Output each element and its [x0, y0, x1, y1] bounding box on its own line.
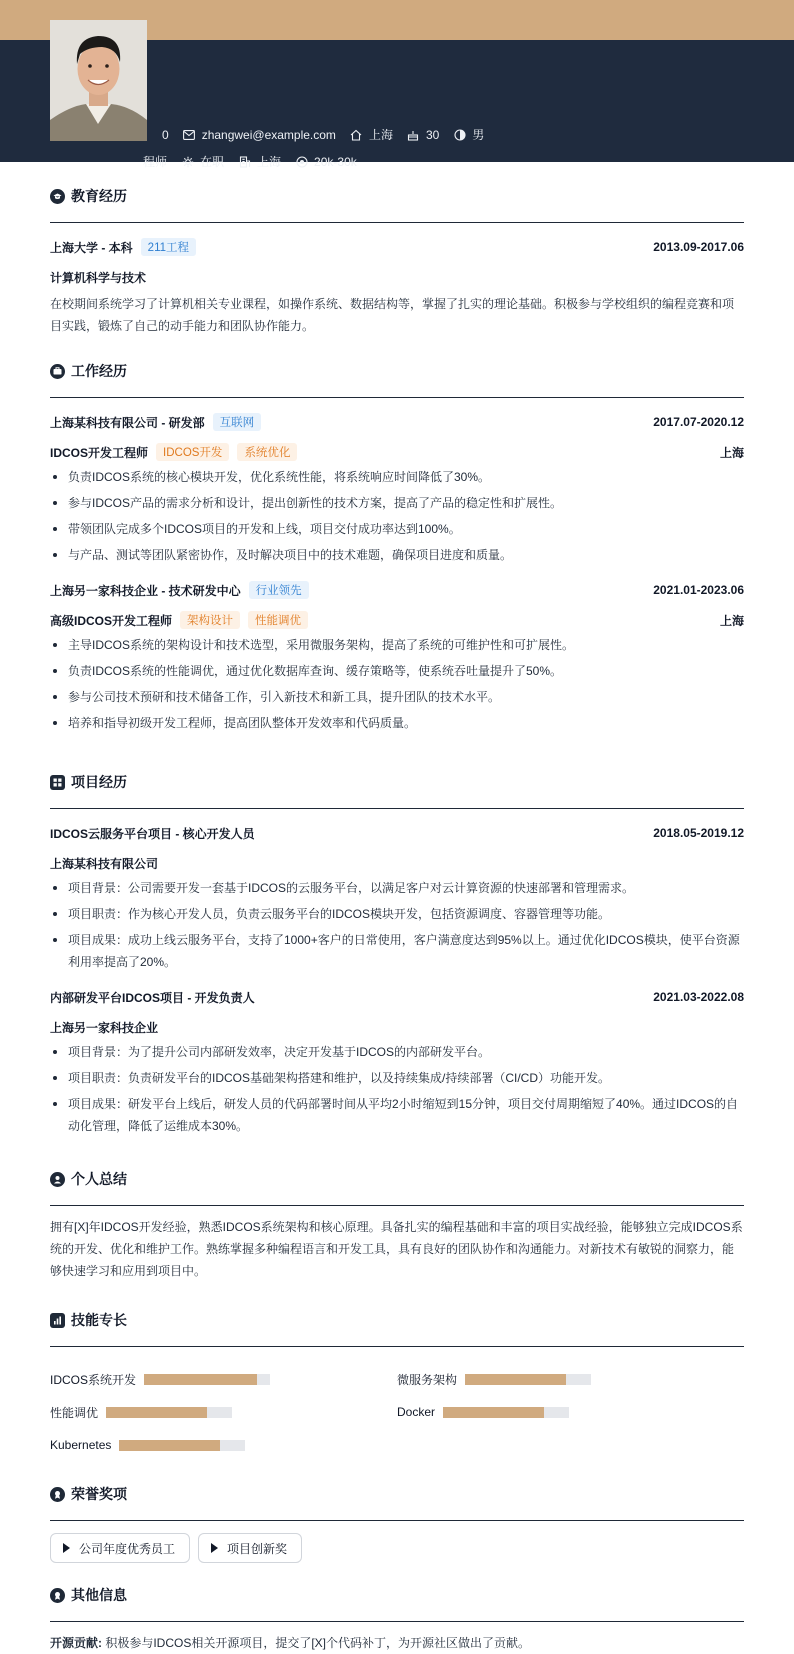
work-entry-head: [50, 580, 744, 600]
bullet-item: 项目背景：为了提升公司内部研发效率，决定开发基于IDCOS的内部研发平台。: [50, 1041, 744, 1063]
briefcase-icon: [50, 364, 65, 379]
company-tag: 行业领先: [249, 581, 309, 599]
gender-text: 男: [472, 128, 485, 142]
role-tag: 架构设计: [180, 611, 240, 629]
education-heading: 教育经历: [71, 188, 127, 204]
other-section-title: [50, 1561, 744, 1622]
company-tag: 互联网: [213, 413, 262, 431]
projects-section-title: [50, 748, 744, 809]
skill-name: Docker: [397, 1405, 436, 1419]
work-location: 上海: [719, 445, 744, 460]
education-section-title: [50, 162, 744, 223]
cake-icon: [407, 128, 420, 141]
work-bullets: [50, 634, 744, 734]
skill-bar-fill: [106, 1407, 207, 1418]
skill-bar-fill: [443, 1407, 544, 1418]
education-description: 在校期间系统学习了计算机相关专业课程，如操作系统、数据结构等，掌握了扎实的理论基础。积极参与学校组织的编程竞赛和项目实践，锻炼了自己的动手能力和团队协作能力。: [50, 297, 735, 333]
role-group: [50, 443, 297, 461]
project-entry-head: [50, 823, 744, 843]
skills-heading: 技能专长: [71, 1312, 127, 1328]
email-text: zhangwei@example.com: [201, 127, 336, 142]
project-company: 上海另一家科技企业: [50, 1020, 159, 1035]
bullet-item: 项目成果：研发平台上线后，研发人员的代码部署时间从平均2小时缩短到15分钟，项目交付周期缩短了40%。通过IDCOS的自动化管理，降低了运维成本30%。: [50, 1093, 744, 1137]
bullet-item: 项目成果：成功上线云服务平台，支持了1000+客户的日常使用，客户满意度达到95%以上。通过优化IDCOS模块，使平台资源利用率提高了20%。: [50, 929, 744, 973]
skill-name: IDCOS系统开发: [50, 1372, 137, 1387]
bullet-item: 带领团队完成多个IDCOS项目的开发和上线，项目交付成功率达到100%。: [50, 518, 744, 540]
work-company-group: [50, 581, 309, 599]
skill-bar: [465, 1374, 591, 1385]
award-label: 公司年度优秀员工: [79, 1541, 176, 1556]
project-bullets: [50, 1041, 744, 1137]
position-text: 程师: [143, 155, 168, 169]
city-item: [350, 126, 393, 143]
summary-heading: 个人总结: [71, 1171, 127, 1187]
project-company: 上海某科技有限公司: [50, 856, 159, 871]
skill-bar: [144, 1374, 270, 1385]
summary-text: 拥有[X]年IDCOS开发经验，熟悉IDCOS系统架构和核心原理。具备扎实的编程基础和丰富的项目实战经验，能够独立完成IDCOS系统的开发、优化和维护工作。熟练掌握多种编程语言和开发工具，具有良好的团队协作和沟通能力。对新技术有敏锐的洞察力，能够快速学习和应用到项目中。: [50, 1220, 743, 1278]
work-role-row: [50, 442, 744, 462]
bullet-item: 项目职责：负责研发平台的IDCOS基础架构搭建和维护，以及持续集成/持续部署（CI/CD）功能开发。: [50, 1067, 744, 1089]
phone-text: 0: [162, 127, 169, 142]
work-date: 2017.07-2020.12: [653, 415, 744, 429]
school-tag: 211工程: [141, 238, 196, 256]
education-date: 2013.09-2017.06: [653, 240, 744, 254]
home-icon: [350, 128, 363, 141]
bullet-item: 项目职责：作为核心开发人员，负责云服务平台的IDCOS模块开发，包括资源调度、容器管理等功能。: [50, 903, 744, 925]
work-entry-head: [50, 412, 744, 432]
awards-section-title: [50, 1460, 744, 1521]
skill-bar: [119, 1440, 245, 1451]
skill-item: [50, 1434, 397, 1456]
project-name: IDCOS云服务平台项目 - 核心开发人员: [50, 826, 255, 841]
email-item: [183, 128, 336, 142]
role-tag: IDCOS开发: [156, 443, 229, 461]
resume-content: [50, 162, 744, 1654]
work-heading: 工作经历: [71, 363, 127, 379]
skill-name: 微服务架构: [397, 1372, 458, 1387]
role-tag: 性能调优: [248, 611, 308, 629]
skills-list: [50, 1357, 744, 1456]
award-chip[interactable]: [50, 1533, 190, 1563]
skill-bar-fill: [144, 1374, 257, 1385]
grid-icon: [50, 775, 65, 790]
bullet-item: 项目背景：公司需要开发一套基于IDCOS的云服务平台，以满足客户对云计算资源的快速部署和管理需求。: [50, 877, 744, 899]
bullet-item: 负责IDCOS系统的性能调优，通过优化数据库查询、缓存策略等，使系统吞吐量提升了50%。: [50, 660, 744, 682]
skill-bar: [106, 1407, 232, 1418]
status-text: 在职: [200, 155, 225, 169]
award-icon: [50, 1487, 65, 1502]
salary-text: 20k-30k: [314, 154, 357, 169]
work-bullets: [50, 466, 744, 566]
bullet-item: 培养和指导初级开发工程师，提高团队整体开发效率和代码质量。: [50, 712, 744, 734]
age-item: [407, 128, 439, 142]
play-icon: [63, 1543, 70, 1553]
awards-heading: 荣誉奖项: [71, 1486, 127, 1502]
skill-item: [397, 1368, 744, 1390]
role-title: 高级IDCOS开发工程师: [50, 613, 173, 628]
skill-bar-fill: [119, 1440, 220, 1451]
profile-photo: [50, 20, 147, 141]
mail-icon: [183, 128, 196, 141]
skill-item: [397, 1401, 744, 1423]
school-name: 上海大学 - 本科: [50, 240, 133, 255]
graduation-cap-icon: [50, 189, 65, 204]
age-text: 30: [425, 127, 440, 142]
other-label: 开源贡献:: [50, 1636, 102, 1650]
play-icon: [211, 1543, 218, 1553]
company-name: 上海另一家科技企业 - 技术研发中心: [50, 583, 241, 598]
major: 计算机科学与技术: [50, 270, 147, 285]
role-title: IDCOS开发工程师: [50, 445, 149, 460]
skill-item: [50, 1368, 397, 1390]
award-label: 项目创新奖: [227, 1541, 288, 1556]
work-list: [50, 412, 744, 734]
gender-item: [453, 126, 484, 143]
bullet-item: 与产品、测试等团队紧密协作，及时解决项目中的技术难题，确保项目进度和质量。: [50, 544, 744, 566]
bullet-item: 主导IDCOS系统的架构设计和技术选型，采用微服务架构，提高了系统的可维护性和可扩展性。: [50, 634, 744, 656]
work-city-text: 上海: [257, 155, 282, 169]
skill-item: [50, 1401, 397, 1423]
company-name: 上海某科技有限公司 - 研发部: [50, 415, 205, 430]
project-list: [50, 823, 744, 1137]
project-date: 2021.03-2022.08: [653, 990, 744, 1004]
other-info: [50, 1632, 744, 1654]
other-heading: 其他信息: [71, 1587, 127, 1603]
summary-section-title: [50, 1145, 744, 1206]
skill-name: Kubernetes: [50, 1438, 112, 1452]
project-bullets: [50, 877, 744, 973]
work-location: 上海: [719, 613, 744, 628]
bullet-item: 参与公司技术预研和技术储备工作，引入新技术和新工具，提升团队的技术水平。: [50, 686, 744, 708]
gender-icon: [453, 128, 466, 141]
role-tag: 系统优化: [237, 443, 297, 461]
work-company-group: [50, 413, 261, 431]
awards-list: [50, 1533, 744, 1563]
bar-chart-icon: [50, 1313, 65, 1328]
project-name: 内部研发平台IDCOS项目 - 开发负责人: [50, 990, 255, 1005]
skills-section-title: [50, 1286, 744, 1347]
education-entry-head: [50, 237, 744, 257]
projects-heading: 项目经历: [71, 774, 127, 790]
skill-name: 性能调优: [50, 1405, 99, 1420]
city-text: 上海: [368, 128, 393, 142]
role-group: [50, 611, 308, 629]
work-section-title: [50, 337, 744, 398]
award-chip[interactable]: [198, 1533, 302, 1563]
info-icon: [50, 1588, 65, 1603]
user-icon: [50, 1172, 65, 1187]
work-date: 2021.01-2023.06: [653, 583, 744, 597]
other-text: 积极参与IDCOS相关开源项目，提交了[X]个代码补丁，为开源社区做出了贡献。: [105, 1636, 531, 1650]
project-date: 2018.05-2019.12: [653, 826, 744, 840]
project-entry-head: [50, 987, 744, 1007]
contact-row: [143, 126, 498, 143]
skill-bar: [443, 1407, 569, 1418]
skill-bar-fill: [465, 1374, 566, 1385]
bullet-item: 负责IDCOS系统的核心模块开发，优化系统性能，将系统响应时间降低了30%。: [50, 466, 744, 488]
bullet-item: 参与IDCOS产品的需求分析和设计，提出创新性的技术方案，提高了产品的稳定性和扩展性。: [50, 492, 744, 514]
work-role-row: [50, 610, 744, 630]
